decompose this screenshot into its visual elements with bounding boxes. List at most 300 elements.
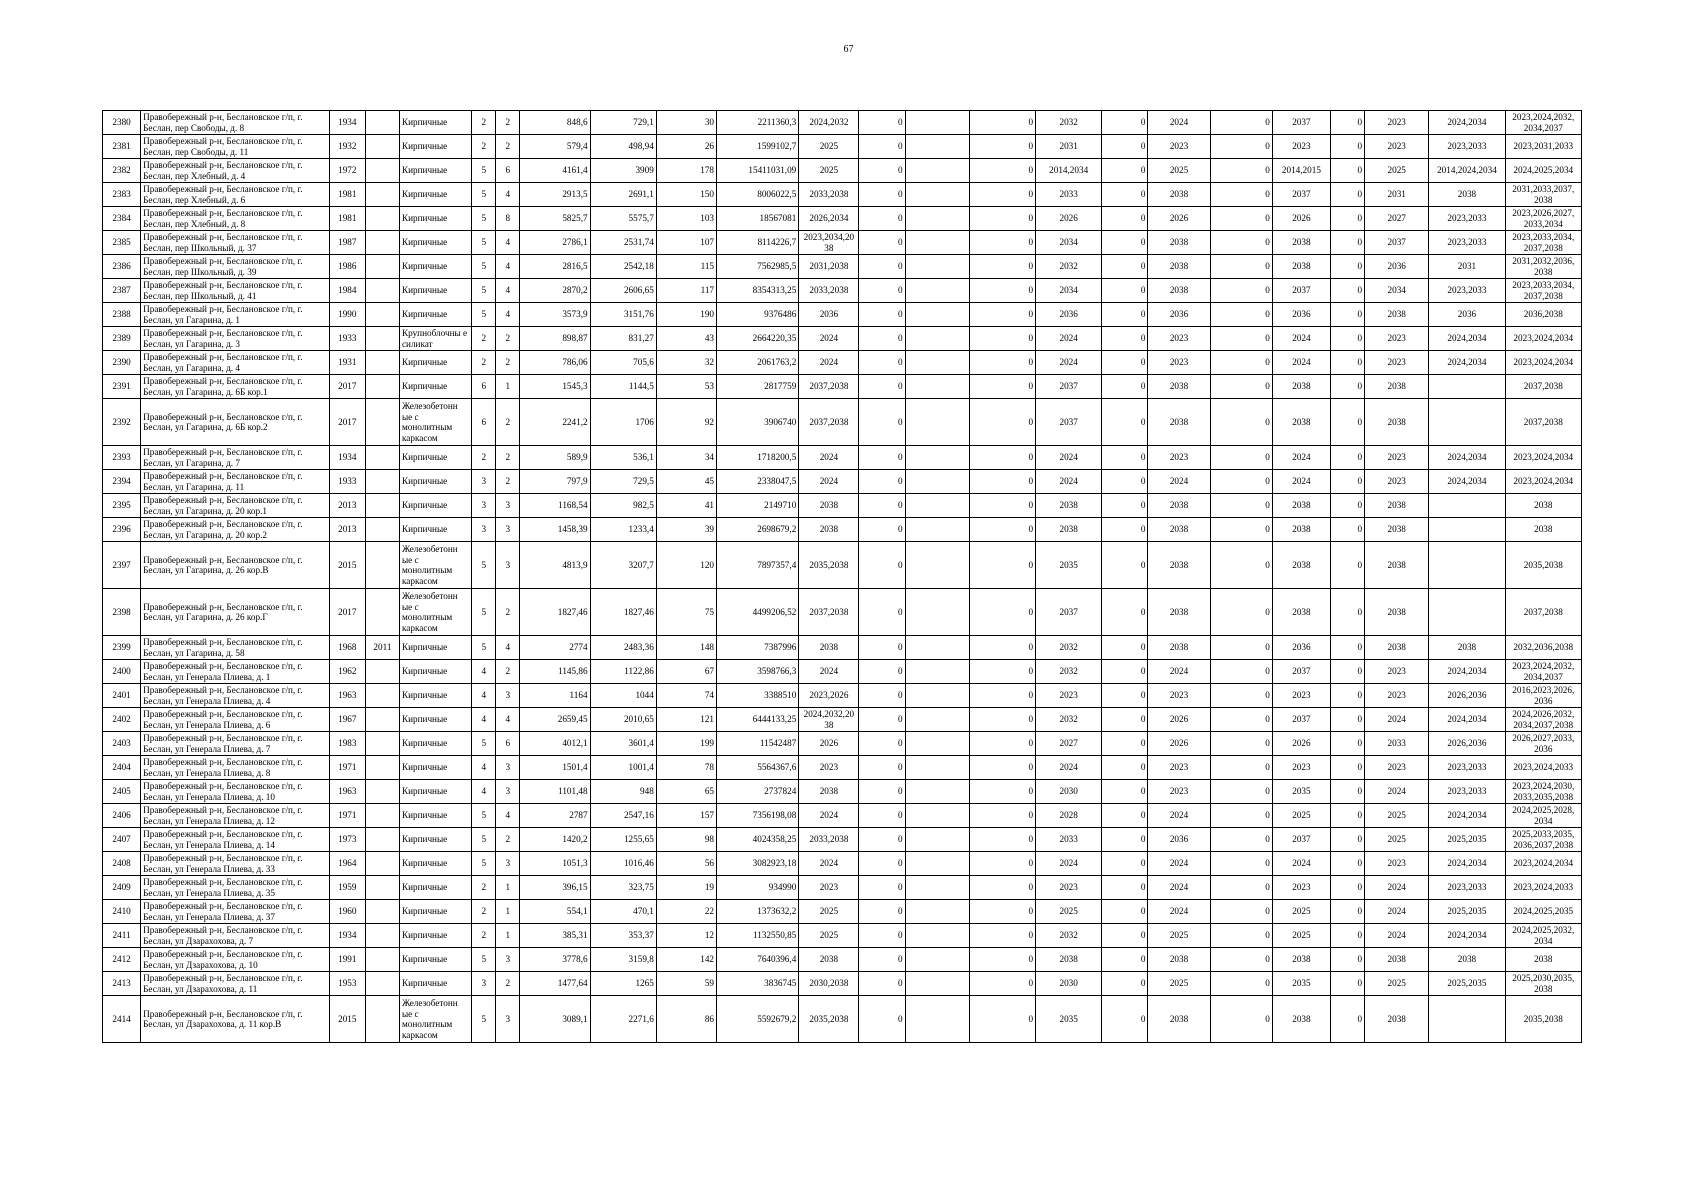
year-col-18-cell: 2024	[1148, 876, 1210, 900]
year-reconstructed-cell	[365, 327, 399, 351]
years-col-24-cell: 2032,2036,2038	[1505, 636, 1581, 660]
year-col-22-cell: 2024	[1365, 708, 1429, 732]
years-col-24-cell: 2023,2024,2034	[1505, 351, 1581, 375]
value-col-14-cell	[905, 470, 969, 494]
year-reconstructed-cell	[365, 996, 399, 1043]
living-area-cell: 1016,46	[590, 852, 656, 876]
value-col-17-cell: 0	[1102, 279, 1148, 303]
year-reconstructed-cell	[365, 852, 399, 876]
value-col-19-cell: 0	[1210, 518, 1272, 542]
value-col-14-cell	[905, 518, 969, 542]
value-col-17-cell: 0	[1102, 518, 1148, 542]
years-col-24-cell: 2031,2032,2036, 2038	[1505, 255, 1581, 279]
year-col-22-cell: 2023	[1365, 756, 1429, 780]
value-col-21-cell: 0	[1331, 828, 1365, 852]
floors-cell: 5	[472, 231, 496, 255]
value-col-19-cell: 0	[1210, 375, 1272, 399]
value-col-17-cell: 0	[1102, 732, 1148, 756]
years-col-23-cell	[1429, 542, 1505, 589]
address-cell: Правобережный р-н, Беслановское г/п, г. Беслан, ул Гагарина, д. 1	[141, 303, 330, 327]
value-col-14-cell	[905, 756, 969, 780]
year-col-20-cell: 2023	[1272, 756, 1330, 780]
year-reconstructed-cell	[365, 255, 399, 279]
total-area-cell: 1164	[520, 684, 590, 708]
value-col-15-cell: 0	[969, 470, 1035, 494]
value-col-14-cell	[905, 708, 969, 732]
entrances-cell: 1	[496, 924, 520, 948]
entrances-cell: 4	[496, 279, 520, 303]
value-col-19-cell: 0	[1210, 876, 1272, 900]
value-col-14-cell	[905, 111, 969, 135]
living-area-cell: 1255,65	[590, 828, 656, 852]
row-number-cell: 2381	[103, 135, 141, 159]
total-area-cell: 1145,86	[520, 660, 590, 684]
value-col-15-cell: 0	[969, 732, 1035, 756]
years-col-24-cell: 2023,2033,2034, 2037,2038	[1505, 231, 1581, 255]
year-col-20-cell: 2024	[1272, 327, 1330, 351]
residents-cell: 22	[656, 900, 716, 924]
years-col-24-cell: 2025,2033,2035, 2036,2037,2038	[1505, 828, 1581, 852]
floors-cell: 2	[472, 924, 496, 948]
year-col-22-cell: 2023	[1365, 446, 1429, 470]
years-col-24-cell: 2023,2031,2033	[1505, 135, 1581, 159]
table-row	[103, 708, 1582, 732]
residents-cell: 150	[656, 183, 716, 207]
year-built-cell: 1933	[329, 470, 365, 494]
year-reconstructed-cell	[365, 708, 399, 732]
value-col-19-cell: 0	[1210, 255, 1272, 279]
year-col-16-cell: 2024	[1036, 852, 1102, 876]
year-col-18-cell: 2038	[1148, 279, 1210, 303]
years-col-24-cell: 2016,2023,2026, 2036	[1505, 684, 1581, 708]
value-col-14-cell	[905, 399, 969, 446]
wall-material-cell: Кирпичные	[399, 279, 471, 303]
years-col-24-cell: 2031,2033,2037, 2038	[1505, 183, 1581, 207]
value-col-21-cell: 0	[1331, 708, 1365, 732]
value-col-21-cell: 0	[1331, 207, 1365, 231]
residents-cell: 56	[656, 852, 716, 876]
value-col-17-cell: 0	[1102, 924, 1148, 948]
year-col-18-cell: 2038	[1148, 183, 1210, 207]
year-col-20-cell: 2037	[1272, 279, 1330, 303]
value-col-21-cell: 0	[1331, 327, 1365, 351]
year-col-16-cell: 2032	[1036, 708, 1102, 732]
address-cell: Правобережный р-н, Беслановское г/п, г. Беслан, ул Генерала Плиева, д. 6	[141, 708, 330, 732]
value-col-15-cell: 0	[969, 756, 1035, 780]
years-col-23-cell: 2024,2034	[1429, 804, 1505, 828]
value-col-17-cell: 0	[1102, 996, 1148, 1043]
year-col-22-cell: 2038	[1365, 399, 1429, 446]
year-col-18-cell: 2023	[1148, 446, 1210, 470]
residents-cell: 26	[656, 135, 716, 159]
entrances-cell: 3	[496, 542, 520, 589]
living-area-cell: 2691,1	[590, 183, 656, 207]
cost-cell: 9376486	[717, 303, 799, 327]
table-row	[103, 900, 1582, 924]
years-col-24-cell: 2024,2025,2035	[1505, 900, 1581, 924]
table-row	[103, 780, 1582, 804]
year-col-16-cell: 2033	[1036, 828, 1102, 852]
living-area-cell: 3151,76	[590, 303, 656, 327]
years-col-24-cell: 2023,2024,2030, 2033,2035,2038	[1505, 780, 1581, 804]
total-area-cell: 797,9	[520, 470, 590, 494]
living-area-cell: 729,1	[590, 111, 656, 135]
year-col-16-cell: 2032	[1036, 111, 1102, 135]
total-area-cell: 786,06	[520, 351, 590, 375]
year-col-18-cell: 2038	[1148, 636, 1210, 660]
living-area-cell: 729,5	[590, 470, 656, 494]
value-col-19-cell: 0	[1210, 636, 1272, 660]
year-col-12-cell: 2024	[799, 327, 859, 351]
value-col-17-cell: 0	[1102, 231, 1148, 255]
total-area-cell: 1477,64	[520, 972, 590, 996]
row-number-cell: 2385	[103, 231, 141, 255]
cost-cell: 8006022,5	[717, 183, 799, 207]
value-col-13-cell: 0	[859, 636, 905, 660]
table-row	[103, 756, 1582, 780]
year-col-18-cell: 2023	[1148, 327, 1210, 351]
years-col-24-cell: 2036,2038	[1505, 303, 1581, 327]
value-col-17-cell: 0	[1102, 399, 1148, 446]
value-col-13-cell: 0	[859, 183, 905, 207]
years-col-23-cell: 2038	[1429, 636, 1505, 660]
years-col-23-cell: 2038	[1429, 948, 1505, 972]
year-col-20-cell: 2038	[1272, 399, 1330, 446]
year-col-18-cell: 2023	[1148, 135, 1210, 159]
cost-cell: 3082923,18	[717, 852, 799, 876]
year-col-16-cell: 2037	[1036, 399, 1102, 446]
floors-cell: 5	[472, 996, 496, 1043]
living-area-cell: 982,5	[590, 494, 656, 518]
value-col-13-cell: 0	[859, 375, 905, 399]
year-col-22-cell: 2023	[1365, 470, 1429, 494]
year-built-cell: 1934	[329, 111, 365, 135]
wall-material-cell: Кирпичные	[399, 732, 471, 756]
value-col-21-cell: 0	[1331, 446, 1365, 470]
living-area-cell: 1233,4	[590, 518, 656, 542]
year-col-22-cell: 2038	[1365, 542, 1429, 589]
year-col-18-cell: 2023	[1148, 780, 1210, 804]
living-area-cell: 353,37	[590, 924, 656, 948]
value-col-21-cell: 0	[1331, 636, 1365, 660]
entrances-cell: 2	[496, 399, 520, 446]
total-area-cell: 1051,3	[520, 852, 590, 876]
year-col-18-cell: 2023	[1148, 756, 1210, 780]
row-number-cell: 2402	[103, 708, 141, 732]
cost-cell: 1718200,5	[717, 446, 799, 470]
row-number-cell: 2414	[103, 996, 141, 1043]
year-col-22-cell: 2023	[1365, 111, 1429, 135]
value-col-14-cell	[905, 876, 969, 900]
value-col-14-cell	[905, 375, 969, 399]
year-col-18-cell: 2038	[1148, 494, 1210, 518]
year-col-22-cell: 2023	[1365, 684, 1429, 708]
year-col-12-cell: 2024	[799, 804, 859, 828]
floors-cell: 5	[472, 828, 496, 852]
value-col-15-cell: 0	[969, 183, 1035, 207]
year-col-16-cell: 2032	[1036, 255, 1102, 279]
wall-material-cell: Железобетонн ые с монолитным каркасом	[399, 542, 471, 589]
page-number: 67	[843, 44, 854, 55]
table-row	[103, 924, 1582, 948]
living-area-cell: 948	[590, 780, 656, 804]
value-col-15-cell: 0	[969, 399, 1035, 446]
year-col-20-cell: 2038	[1272, 375, 1330, 399]
value-col-17-cell: 0	[1102, 828, 1148, 852]
address-cell: Правобережный р-н, Беслановское г/п, г. Беслан, пер Школьный, д. 41	[141, 279, 330, 303]
address-cell: Правобережный р-н, Беслановское г/п, г. Беслан, ул Дзарахохова, д. 10	[141, 948, 330, 972]
year-built-cell: 1934	[329, 446, 365, 470]
value-col-21-cell: 0	[1331, 470, 1365, 494]
year-col-20-cell: 2037	[1272, 111, 1330, 135]
value-col-17-cell: 0	[1102, 542, 1148, 589]
entrances-cell: 8	[496, 207, 520, 231]
entrances-cell: 3	[496, 756, 520, 780]
year-col-16-cell: 2024	[1036, 327, 1102, 351]
year-col-16-cell: 2035	[1036, 996, 1102, 1043]
value-col-15-cell: 0	[969, 924, 1035, 948]
year-col-22-cell: 2038	[1365, 948, 1429, 972]
year-built-cell: 1967	[329, 708, 365, 732]
value-col-17-cell: 0	[1102, 135, 1148, 159]
value-col-14-cell	[905, 972, 969, 996]
year-col-12-cell: 2023,2034,20 38	[799, 231, 859, 255]
living-area-cell: 1144,5	[590, 375, 656, 399]
years-col-23-cell: 2036	[1429, 303, 1505, 327]
table-row	[103, 804, 1582, 828]
year-col-20-cell: 2038	[1272, 255, 1330, 279]
value-col-19-cell: 0	[1210, 900, 1272, 924]
wall-material-cell: Кирпичные	[399, 948, 471, 972]
total-area-cell: 1458,39	[520, 518, 590, 542]
residents-cell: 45	[656, 470, 716, 494]
years-col-24-cell: 2025,2030,2035, 2038	[1505, 972, 1581, 996]
value-col-13-cell: 0	[859, 351, 905, 375]
total-area-cell: 4161,4	[520, 159, 590, 183]
cost-cell: 7640396,4	[717, 948, 799, 972]
value-col-21-cell: 0	[1331, 924, 1365, 948]
year-col-22-cell: 2023	[1365, 852, 1429, 876]
year-col-16-cell: 2014,2034	[1036, 159, 1102, 183]
address-cell: Правобережный р-н, Беслановское г/п, г. Беслан, ул Дзарахохова, д. 11 кор.В	[141, 996, 330, 1043]
entrances-cell: 1	[496, 876, 520, 900]
years-col-24-cell: 2023,2024,2034	[1505, 852, 1581, 876]
living-area-cell: 2483,36	[590, 636, 656, 660]
year-built-cell: 1981	[329, 183, 365, 207]
floors-cell: 3	[472, 470, 496, 494]
total-area-cell: 579,4	[520, 135, 590, 159]
value-col-13-cell: 0	[859, 708, 905, 732]
year-col-18-cell: 2038	[1148, 231, 1210, 255]
year-col-12-cell: 2024	[799, 470, 859, 494]
value-col-19-cell: 0	[1210, 732, 1272, 756]
value-col-14-cell	[905, 231, 969, 255]
years-col-23-cell: 2025,2035	[1429, 972, 1505, 996]
value-col-17-cell: 0	[1102, 375, 1148, 399]
years-col-24-cell: 2023,2024,2032, 2034,2037	[1505, 111, 1581, 135]
year-col-16-cell: 2035	[1036, 542, 1102, 589]
year-col-16-cell: 2034	[1036, 279, 1102, 303]
wall-material-cell: Кирпичные	[399, 828, 471, 852]
year-col-22-cell: 2038	[1365, 518, 1429, 542]
value-col-13-cell: 0	[859, 852, 905, 876]
address-cell: Правобережный р-н, Беслановское г/п, г. Беслан, пер Хлебный, д. 6	[141, 183, 330, 207]
years-col-24-cell: 2024,2025,2034	[1505, 159, 1581, 183]
year-reconstructed-cell	[365, 494, 399, 518]
year-col-16-cell: 2037	[1036, 589, 1102, 636]
row-number-cell: 2396	[103, 518, 141, 542]
year-reconstructed-cell	[365, 279, 399, 303]
year-col-16-cell: 2025	[1036, 900, 1102, 924]
value-col-17-cell: 0	[1102, 183, 1148, 207]
value-col-13-cell: 0	[859, 494, 905, 518]
year-built-cell: 2017	[329, 375, 365, 399]
table-row	[103, 732, 1582, 756]
value-col-21-cell: 0	[1331, 351, 1365, 375]
value-col-14-cell	[905, 303, 969, 327]
year-reconstructed-cell	[365, 780, 399, 804]
wall-material-cell: Кирпичные	[399, 804, 471, 828]
year-built-cell: 1962	[329, 660, 365, 684]
year-built-cell: 2015	[329, 996, 365, 1043]
row-number-cell: 2403	[103, 732, 141, 756]
wall-material-cell: Кирпичные	[399, 135, 471, 159]
floors-cell: 5	[472, 183, 496, 207]
wall-material-cell: Крупноблочны е силикат	[399, 327, 471, 351]
floors-cell: 4	[472, 780, 496, 804]
years-col-23-cell	[1429, 399, 1505, 446]
floors-cell: 5	[472, 207, 496, 231]
value-col-15-cell: 0	[969, 542, 1035, 589]
year-built-cell: 1984	[329, 279, 365, 303]
value-col-13-cell: 0	[859, 135, 905, 159]
entrances-cell: 4	[496, 255, 520, 279]
year-col-16-cell: 2032	[1036, 924, 1102, 948]
value-col-13-cell: 0	[859, 589, 905, 636]
year-col-18-cell: 2036	[1148, 828, 1210, 852]
living-area-cell: 2606,65	[590, 279, 656, 303]
value-col-13-cell: 0	[859, 828, 905, 852]
row-number-cell: 2388	[103, 303, 141, 327]
year-col-20-cell: 2036	[1272, 636, 1330, 660]
value-col-13-cell: 0	[859, 924, 905, 948]
table-row	[103, 159, 1582, 183]
cost-cell: 7562985,5	[717, 255, 799, 279]
value-col-21-cell: 0	[1331, 972, 1365, 996]
residents-cell: 142	[656, 948, 716, 972]
value-col-15-cell: 0	[969, 852, 1035, 876]
row-number-cell: 2386	[103, 255, 141, 279]
years-col-23-cell	[1429, 518, 1505, 542]
year-col-18-cell: 2023	[1148, 684, 1210, 708]
address-cell: Правобережный р-н, Беслановское г/п, г. Беслан, ул Гагарина, д. 58	[141, 636, 330, 660]
year-col-20-cell: 2024	[1272, 446, 1330, 470]
year-col-12-cell: 2037,2038	[799, 375, 859, 399]
value-col-21-cell: 0	[1331, 279, 1365, 303]
living-area-cell: 1706	[590, 399, 656, 446]
value-col-19-cell: 0	[1210, 708, 1272, 732]
value-col-19-cell: 0	[1210, 279, 1272, 303]
entrances-cell: 4	[496, 231, 520, 255]
entrances-cell: 2	[496, 135, 520, 159]
address-cell: Правобережный р-н, Беслановское г/п, г. Беслан, ул Генерала Плиева, д. 37	[141, 900, 330, 924]
year-col-16-cell: 2024	[1036, 446, 1102, 470]
year-col-22-cell: 2024	[1365, 900, 1429, 924]
year-col-20-cell: 2014,2015	[1272, 159, 1330, 183]
value-col-15-cell: 0	[969, 446, 1035, 470]
year-col-20-cell: 2038	[1272, 589, 1330, 636]
residents-cell: 74	[656, 684, 716, 708]
living-area-cell: 705,6	[590, 351, 656, 375]
year-col-22-cell: 2038	[1365, 996, 1429, 1043]
table-row	[103, 231, 1582, 255]
address-cell: Правобережный р-н, Беслановское г/п, г. Беслан, ул Генерала Плиева, д. 7	[141, 732, 330, 756]
value-col-21-cell: 0	[1331, 780, 1365, 804]
living-area-cell: 2547,16	[590, 804, 656, 828]
address-cell: Правобережный р-н, Беслановское г/п, г. Беслан, ул Генерала Плиева, д. 14	[141, 828, 330, 852]
value-col-21-cell: 0	[1331, 756, 1365, 780]
year-col-18-cell: 2024	[1148, 804, 1210, 828]
value-col-17-cell: 0	[1102, 589, 1148, 636]
year-built-cell: 1986	[329, 255, 365, 279]
value-col-15-cell: 0	[969, 972, 1035, 996]
wall-material-cell: Кирпичные	[399, 876, 471, 900]
value-col-15-cell: 0	[969, 804, 1035, 828]
value-col-19-cell: 0	[1210, 399, 1272, 446]
value-col-17-cell: 0	[1102, 470, 1148, 494]
row-number-cell: 2392	[103, 399, 141, 446]
address-cell: Правобережный р-н, Беслановское г/п, г. Беслан, пер Хлебный, д. 8	[141, 207, 330, 231]
year-col-12-cell: 2037,2038	[799, 589, 859, 636]
value-col-13-cell: 0	[859, 518, 905, 542]
cost-cell: 2817759	[717, 375, 799, 399]
value-col-21-cell: 0	[1331, 375, 1365, 399]
value-col-21-cell: 0	[1331, 996, 1365, 1043]
year-col-20-cell: 2038	[1272, 494, 1330, 518]
wall-material-cell: Кирпичные	[399, 470, 471, 494]
year-built-cell: 1963	[329, 780, 365, 804]
wall-material-cell: Кирпичные	[399, 494, 471, 518]
value-col-13-cell: 0	[859, 327, 905, 351]
year-reconstructed-cell	[365, 900, 399, 924]
value-col-17-cell: 0	[1102, 708, 1148, 732]
value-col-15-cell: 0	[969, 135, 1035, 159]
value-col-14-cell	[905, 660, 969, 684]
year-col-22-cell: 2023	[1365, 327, 1429, 351]
year-col-12-cell: 2024,2032,20 38	[799, 708, 859, 732]
years-col-24-cell: 2035,2038	[1505, 542, 1581, 589]
floors-cell: 3	[472, 972, 496, 996]
wall-material-cell: Железобетонн ые с монолитным каркасом	[399, 399, 471, 446]
total-area-cell: 2241,2	[520, 399, 590, 446]
cost-cell: 5592679,2	[717, 996, 799, 1043]
living-area-cell: 831,27	[590, 327, 656, 351]
value-col-21-cell: 0	[1331, 542, 1365, 589]
value-col-21-cell: 0	[1331, 111, 1365, 135]
value-col-17-cell: 0	[1102, 876, 1148, 900]
residents-cell: 59	[656, 972, 716, 996]
table-row	[103, 660, 1582, 684]
residents-cell: 53	[656, 375, 716, 399]
year-col-22-cell: 2037	[1365, 231, 1429, 255]
entrances-cell: 3	[496, 684, 520, 708]
value-col-13-cell: 0	[859, 399, 905, 446]
year-reconstructed-cell	[365, 111, 399, 135]
cost-cell: 7356198,08	[717, 804, 799, 828]
year-col-12-cell: 2037,2038	[799, 399, 859, 446]
table-row	[103, 399, 1582, 446]
value-col-19-cell: 0	[1210, 948, 1272, 972]
